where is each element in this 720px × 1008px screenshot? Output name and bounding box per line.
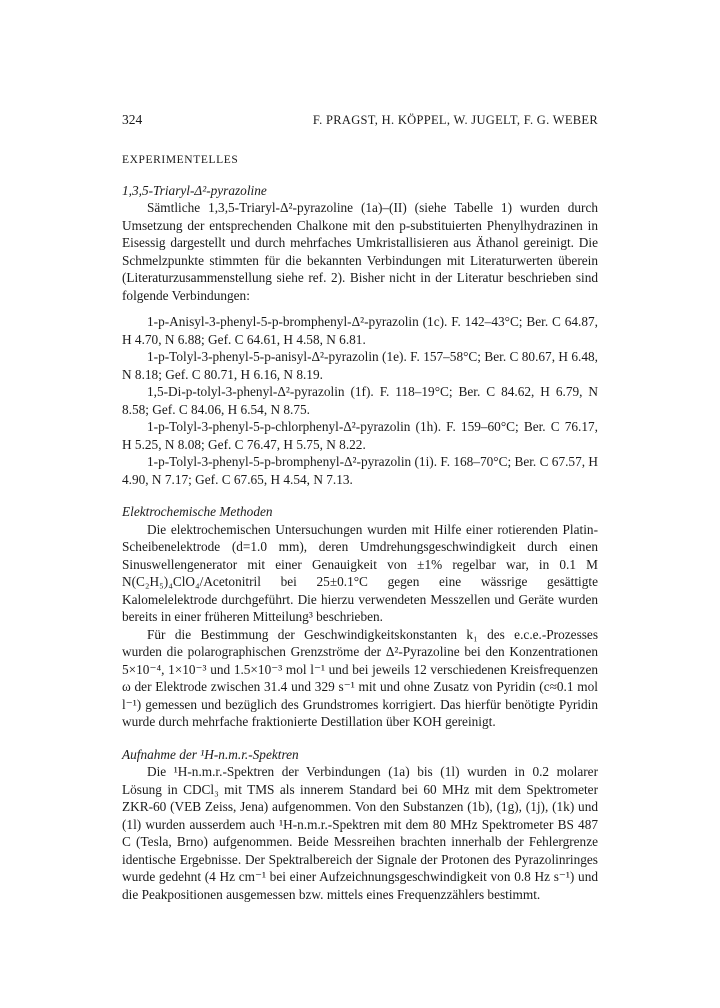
compound-entry: 1-p-Tolyl-3-phenyl-5-p-anisyl-Δ²-pyrazolin (1e). F. 157–58°C; Ber. C 80.67, H 6.48, N 8.18; Gef. C 80.71, H 6.16, N 8.19. bbox=[122, 349, 598, 382]
page-number: 324 bbox=[122, 112, 143, 127]
triaryl-paragraph: Sämtliche 1,3,5-Triaryl-Δ²-pyrazoline (1a)–(II) (siehe Tabelle 1) wurden durch Umsetzung der entsprechenden Chalkone mit den p-substituierten Phenylhydrazinen in Eisessig dargestellt und durch mehrfaches Umkristallisieren aus Äthanol gereinigt. Die Schmelzpunkte stimmten für die bekannten Verbindungen mit Literaturwerten überein (Literaturzusammenstellung siehe ref. 2). Bisher nicht in der Literatur beschrieben sind folgende Verbindungen: bbox=[122, 200, 598, 303]
electrochem-paragraph-1: Die elektrochemischen Untersuchungen wurden mit Hilfe einer rotierenden Platin-Scheibenelektrode (d=1.0 mm), deren Umdrehungsgeschwindigkeit durch einen Sinuswellengenerator mit einer Genauigkeit von ±1% regelbar war, in 0.1 M N(C₂H₅)₄ClO₄/Acetonitril bei 25±0.1°C gegen eine wässrige gesättigte Kalomelelektrode durchgeführt. Die hierzu verwendeten Messzellen und Geräte wurden bereits in einer früheren Mitteilung³ beschrieben. bbox=[122, 521, 598, 624]
nmr-paragraph: Die ¹H-n.m.r.-Spektren der Verbindungen (1a) bis (1l) wurden in 0.2 molarer Lösung in CDCl₃ mit TMS als innerem Standard bei 60 MHz mit dem Spektrometer ZKR-60 (VEB Zeiss, Jena) aufgenommen. Von den Substanzen (1b), (1g), (1j), (1k) und (1l) wurden ausserdem auch ¹H-n.m.r.-Spektren mit dem 80 MHz Spektrometer BS 487 C (Tesla, Brno) aufgenommen. Beide Messreihen brachten innerhalb der Fehlergrenze identische Ergebnisse. Der Spektralbereich der Signale der Protonen des Pyrazolinringes wurde gedehnt (4 Hz cm⁻¹ bei einer Aufzeichnungsgeschwindigkeit von 0.8 Hz s⁻¹) und die Peakpositionen ausgemessen bzw. mittels eines Frequenzzählers bestimmt. bbox=[122, 764, 598, 902]
compound-entry: 1-p-Tolyl-3-phenyl-5-p-bromphenyl-Δ²-pyrazolin (1i). F. 168–70°C; Ber. C 67.57, H 4.90, N 7.17; Gef. C 67.65, H 4.54, N 7.13. bbox=[122, 454, 598, 487]
page-header bbox=[122, 112, 598, 132]
compound-entry: 1,5-Di-p-tolyl-3-phenyl-Δ²-pyrazolin (1f). F. 118–19°C; Ber. C 84.62, H 6.79, N 8.58; Gef. C 84.06, H 6.54, N 8.75. bbox=[122, 384, 598, 417]
electrochem-heading: Elektrochemische Methoden bbox=[122, 504, 273, 519]
triaryl-heading: 1,3,5-Triaryl-Δ²-pyrazoline bbox=[122, 182, 267, 198]
compound-entry: 1-p-Tolyl-3-phenyl-5-p-chlorphenyl-Δ²-pyrazolin (1h). F. 159–60°C; Ber. C 76.17, H 5.25, N 8.08; Gef. C 76.47, H 5.75, N 8.22. bbox=[122, 419, 598, 452]
article-body bbox=[122, 152, 598, 903]
nmr-heading: Aufnahme der ¹H-n.m.r.-Spektren bbox=[122, 746, 299, 762]
section-title: EXPERIMENTELLES bbox=[122, 154, 239, 166]
compound-entry: 1-p-Anisyl-3-phenyl-5-p-bromphenyl-Δ²-pyrazolin (1c). F. 142–43°C; Ber. C 64.87, H 4.70, N 6.88; Gef. C 64.61, H 4.58, N 6.81. bbox=[122, 314, 598, 347]
running-head-authors: F. PRAGST, H. KÖPPEL, W. JUGELT, F. G. WEBER bbox=[312, 113, 598, 127]
electrochem-paragraph-2: Für die Bestimmung der Geschwindigkeitskonstanten k₁ des e.c.e.-Prozesses wurden die polarographischen Grenzströme der Δ²-Pyrazoline bei den Konzentrationen 5×10⁻⁴, 1×10⁻³ und 1.5×10⁻³ mol l⁻¹ und bei jeweils 12 verschiedenen Kreisfrequenzen ω der Elektrode zwischen 31.4 und 329 s⁻¹ mit und ohne Zusatz von Pyridin (c≈0.1 mol l⁻¹) gemessen und bezüglich des Grundstromes korrigiert. Das hierfür benötigte Pyridin wurde durch mehrfache fraktionierte Destillation über KOH gereinigt. bbox=[122, 626, 598, 729]
